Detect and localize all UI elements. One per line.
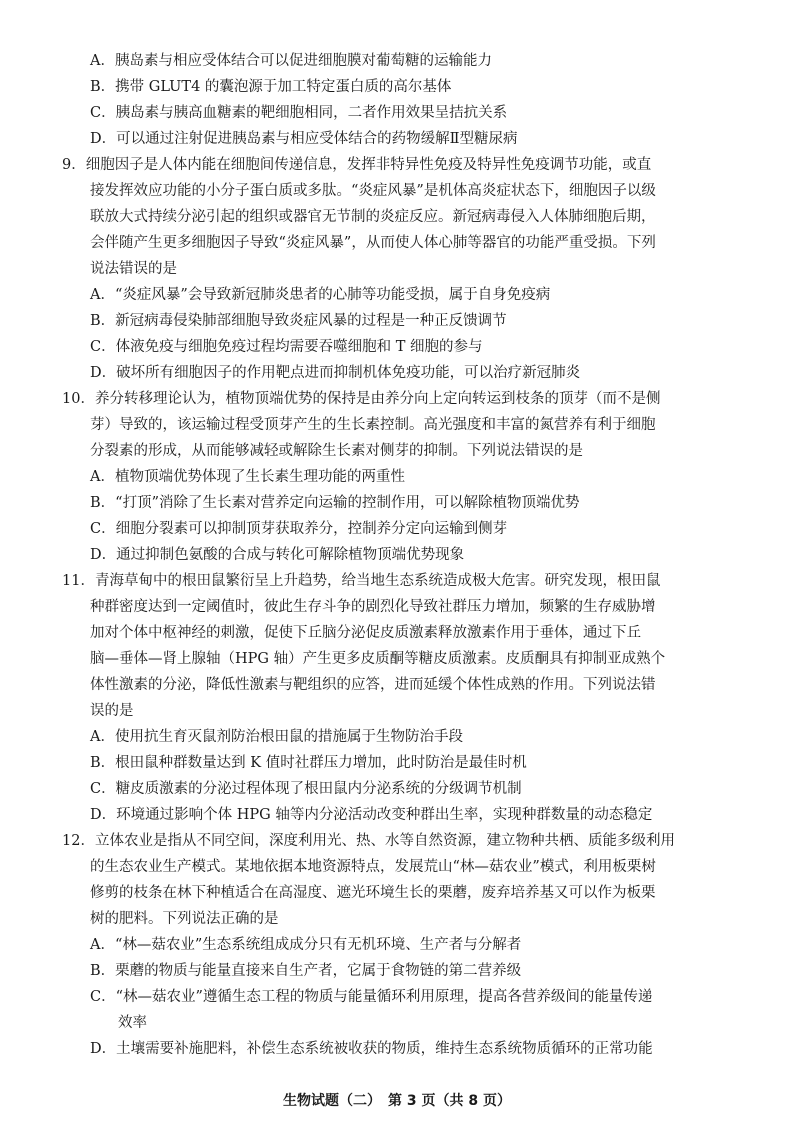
q11-stem-line: 加对个体中枢神经的刺激，促使下丘脑分泌促皮质激素释放激素作用于垂体，通过下丘 <box>90 625 641 641</box>
q11-stem-line: 脑—垂体—肾上腺轴（HPG 轴）产生更多皮质酮等糖皮质激素。皮质酮具有抑制亚成熟个 <box>90 651 666 667</box>
q10-option-d: D．通过抑制色氨酸的合成与转化可解除植物顶端优势现象 <box>90 547 465 563</box>
q9-stem-line: 联放大式持续分泌引起的组织或器官无节制的炎症反应。新冠病毒侵入人体肺细胞后期， <box>90 209 656 225</box>
q11-stem-line: 误的是 <box>90 703 134 719</box>
q12-option-c-cont: 效率 <box>118 1015 147 1031</box>
q8-option-c: C．胰岛素与胰高血糖素的靶细胞相同，二者作用效果呈拮抗关系 <box>90 105 508 121</box>
q12-stem-line: 12．立体农业是指从不同空间，深度利用光、热、水等自然资源，建立物种共栖、质能多级利用 <box>62 833 675 849</box>
q12-stem-line: 树的肥料。下列说法正确的是 <box>90 911 279 927</box>
q9-stem-line: 会伴随产生更多细胞因子导致“炎症风暴”，从而使人体心肺等器官的功能严重受损。下列 <box>90 235 656 251</box>
q10-stem-line: 芽）导致的，该运输过程受顶芽产生的生长素控制。高光强度和丰富的氮营养有利于细胞 <box>90 417 656 433</box>
q12-stem-line: 的生态农业生产模式。某地依据本地资源特点，发展荒山“林—菇农业”模式，利用板栗树 <box>90 859 656 875</box>
q9-option-d: D．破坏所有细胞因子的作用靶点进而抑制机体免疫功能，可以治疗新冠肺炎 <box>90 365 581 381</box>
q9-stem-line: 9．细胞因子是人体内能在细胞间传递信息，发挥非特异性免疫及特异性免疫调节功能，或直 <box>62 157 652 173</box>
q11-option-a: A．使用抗生育灭鼠剂防治根田鼠的措施属于生物防治手段 <box>90 729 463 745</box>
question-11 <box>62 568 754 828</box>
q8-option-d: D．可以通过注射促进胰岛素与相应受体结合的药物缓解Ⅱ型糖尿病 <box>90 131 518 147</box>
q11-stem-line: 种群密度达到一定阈值时，彼此生存斗争的剧烈化导致社群压力增加，频繁的生存威胁增 <box>90 599 656 615</box>
q10-stem-line: 10．养分转移理论认为，植物顶端优势的保持是由养分向上定向转运到枝条的顶芽（而不是侧 <box>62 391 661 407</box>
q12-option-a: A．“林—菇农业”生态系统组成成分只有无机环境、生产者与分解者 <box>90 937 522 953</box>
q10-option-c: C．细胞分裂素可以抑制顶芽获取养分，控制养分定向运输到侧芽 <box>90 521 508 537</box>
q12-option-d: D．土壤需要补施肥料，补偿生态系统被收获的物质，维持生态系统物质循环的正常功能 <box>90 1041 653 1057</box>
q12-option-c: C．“林—菇农业”遵循生态工程的物质与能量循环利用原理，提高各营养级间的能量传递 <box>90 989 653 1005</box>
q11-option-b: B．根田鼠种群数量达到 K 值时社群压力增加，此时防治是最佳时机 <box>90 755 527 771</box>
q10-option-b: B．“打顶”消除了生长素对营养定向运输的控制作用，可以解除植物顶端优势 <box>90 495 580 511</box>
q11-option-d: D．环境通过影响个体 HPG 轴等内分泌活动改变种群出生率，实现种群数量的动态稳定 <box>90 807 653 823</box>
q9-stem-line: 说法错误的是 <box>90 261 177 277</box>
question-12 <box>62 828 754 1062</box>
question-10 <box>62 386 754 568</box>
q12-option-b: B．栗蘑的物质与能量直接来自生产者，它属于食物链的第二营养级 <box>90 963 522 979</box>
q10-option-a: A．植物顶端优势体现了生长素生理功能的两重性 <box>90 469 405 485</box>
q9-stem-line: 接发挥效应功能的小分子蛋白质或多肽。“炎症风暴”是机体高炎症状态下，细胞因子以级 <box>90 183 656 199</box>
q10-stem-line: 分裂素的形成，从而能够减轻或解除生长素对侧芽的抑制。下列说法错误的是 <box>90 443 583 459</box>
q11-option-c: C．糖皮质激素的分泌过程体现了根田鼠内分泌系统的分级调节机制 <box>90 781 522 797</box>
page-footer: 生物试题（二） 第 3 页（共 8 页） <box>283 1093 511 1109</box>
q12-stem-line: 修剪的枝条在林下种植适合在高湿度、遮光环境生长的栗蘑，废弃培养基又可以作为板栗 <box>90 885 656 901</box>
q11-stem-line: 11．青海草甸中的根田鼠繁衍呈上升趋势，给当地生态系统造成极大危害。研究发现，根田鼠 <box>62 573 661 589</box>
q8-option-b: B．携带 GLUT4 的囊泡源于加工特定蛋白质的高尔基体 <box>90 79 452 95</box>
question-9 <box>62 152 754 386</box>
q8-option-a: A．胰岛素与相应受体结合可以促进细胞膜对葡萄糖的运输能力 <box>90 53 492 69</box>
q9-option-a: A．“炎症风暴”会导致新冠肺炎患者的心肺等功能受损，属于自身免疫病 <box>90 287 551 303</box>
q9-option-c: C．体液免疫与细胞免疫过程均需要吞噬细胞和 T 细胞的参与 <box>90 339 483 355</box>
q9-option-b: B．新冠病毒侵染肺部细胞导致炎症风暴的过程是一种正反馈调节 <box>90 313 507 329</box>
q11-stem-line: 体性激素的分泌，降低性激素与靶组织的应答，进而延缓个体性成熟的作用。下列说法错 <box>90 677 656 693</box>
